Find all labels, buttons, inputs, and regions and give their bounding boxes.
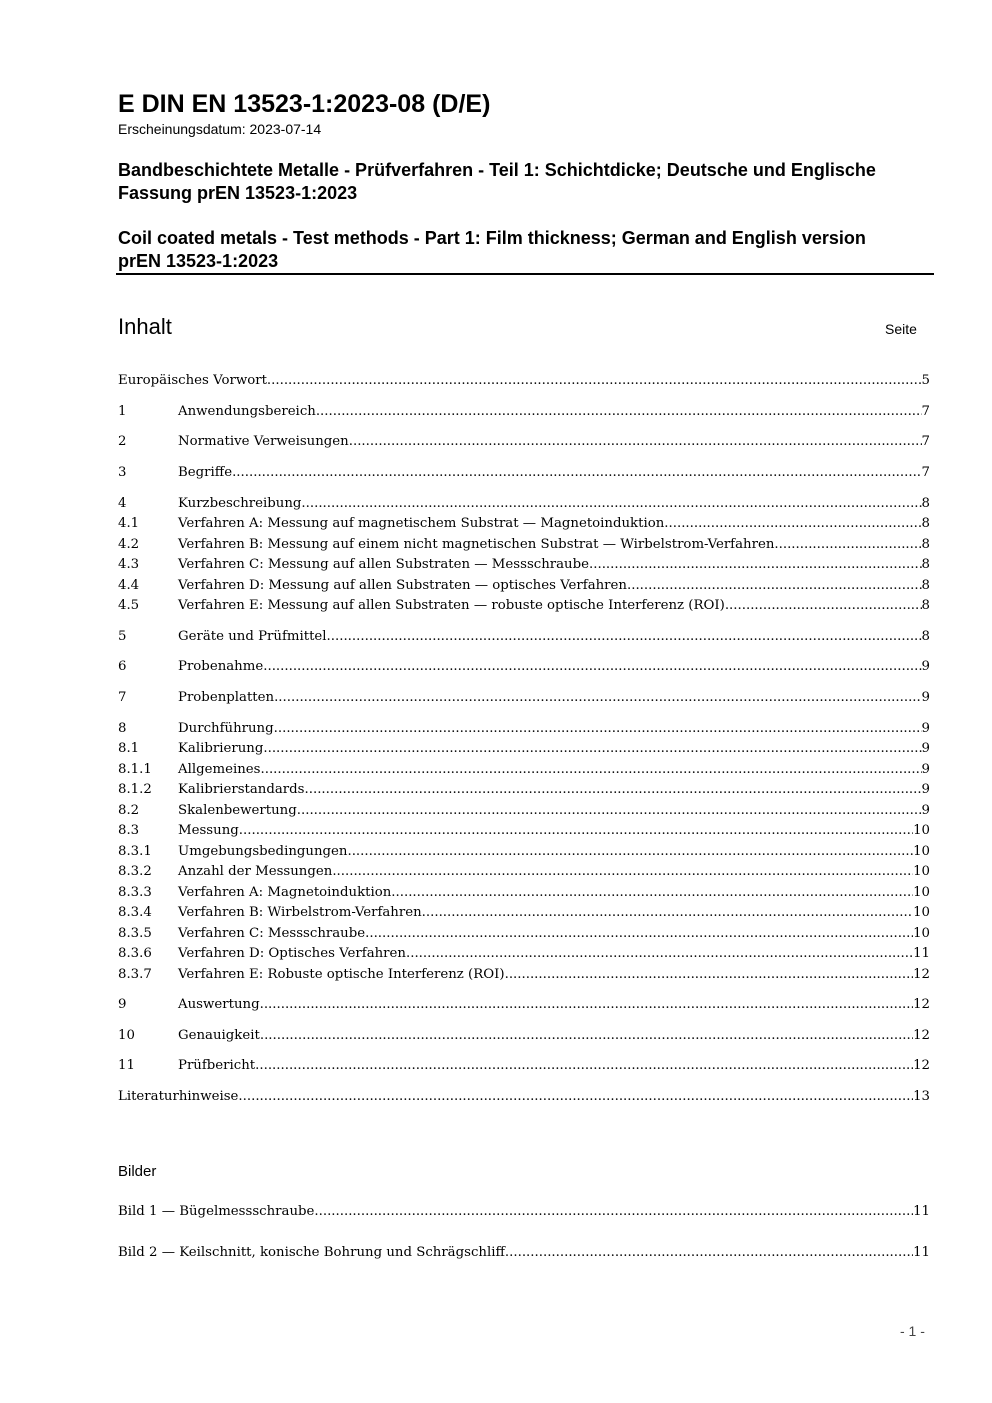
dot-leader — [301, 494, 921, 514]
toc-entry[interactable] — [118, 432, 930, 452]
toc-entry-number: 8 — [118, 721, 127, 736]
dot-leader — [274, 688, 921, 708]
toc-entry[interactable] — [118, 1087, 930, 1107]
toc-entry-page: 10 — [913, 926, 930, 941]
toc-entry-title: Geräte und Prüfmittel — [178, 629, 327, 644]
toc-entry-number: 8.3.4 — [118, 905, 152, 920]
toc-entry-title: Umgebungsbedingungen — [178, 844, 348, 859]
document-header — [118, 88, 934, 271]
toc-entry-number: 6 — [118, 659, 127, 674]
dot-leader — [297, 801, 922, 821]
toc-entry-title: Literaturhinweise — [118, 1089, 239, 1104]
toc-entry-number: 4.5 — [118, 598, 140, 613]
toc-entry-page: 11 — [913, 946, 930, 961]
dot-leader — [391, 883, 913, 903]
dot-leader — [365, 924, 913, 944]
dot-leader — [255, 1056, 913, 1076]
toc-entry-number: 7 — [118, 690, 127, 705]
toc-entry-title: Skalenbewertung — [178, 803, 297, 818]
toc-entry-title: Probenplatten — [178, 690, 275, 705]
toc-entry-title: Verfahren B: Messung auf einem nicht magnetischen Substrat — Wirbelstrom-Verfahren — [178, 537, 775, 552]
title-german: Bandbeschichtete Metalle - Prüfverfahren - Teil 1: Schichtdicke; Deutsche und Englische Fassung prEN 13523-1:2023 — [118, 160, 876, 203]
dot-leader — [263, 657, 921, 677]
toc-entry-page: 9 — [921, 721, 930, 736]
toc-entry[interactable] — [118, 1056, 930, 1076]
toc-entry-page: 7 — [921, 434, 930, 449]
toc-heading: Inhalt — [118, 314, 172, 339]
toc-entry-title: Kalibrierstandards — [178, 782, 305, 797]
toc-entry-page: 13 — [913, 1089, 930, 1104]
toc-entry-page: 8 — [921, 629, 930, 644]
toc-entry-page: 9 — [921, 782, 930, 797]
dot-leader — [314, 1202, 913, 1222]
toc-entry-page: 9 — [921, 803, 930, 818]
toc-entry[interactable] — [118, 739, 930, 759]
dot-leader — [406, 944, 913, 964]
toc-entry-title: Normative Verweisungen — [178, 434, 349, 449]
toc-entry-page: 8 — [921, 537, 930, 552]
dot-leader — [664, 514, 921, 534]
dot-leader — [239, 821, 913, 841]
toc-entry-title: Verfahren E: Robuste optische Interferenz (ROI) — [178, 967, 505, 982]
toc-entry-title: Begriffe — [178, 465, 233, 480]
header-divider — [116, 273, 934, 275]
toc-entry-number: 4.3 — [118, 557, 140, 572]
toc-entry[interactable] — [118, 965, 930, 985]
toc-entry-number: 4 — [118, 496, 127, 511]
toc-entry[interactable] — [118, 494, 930, 514]
toc-entry-number: 8.1 — [118, 741, 140, 756]
toc-entry-page: 10 — [913, 885, 930, 900]
toc-entry-title: Kurzbeschreibung — [178, 496, 302, 511]
toc-entry-title: Verfahren C: Messschraube — [178, 926, 366, 941]
toc-entry-page: 12 — [913, 967, 930, 982]
figure-entry-title: Bild 1 — Bügelmessschraube — [118, 1204, 315, 1219]
toc-entry-page: 9 — [921, 659, 930, 674]
toc-entry-page: 12 — [913, 997, 930, 1012]
dot-leader — [274, 719, 922, 739]
dot-leader — [349, 432, 922, 452]
toc-entry[interactable] — [118, 883, 930, 903]
toc-entry-page: 8 — [921, 598, 930, 613]
dot-leader — [505, 1243, 913, 1263]
dot-leader — [332, 862, 913, 882]
dot-leader — [422, 903, 913, 923]
toc-entry-number: 2 — [118, 434, 127, 449]
dot-leader — [627, 576, 922, 596]
dot-leader — [238, 1087, 913, 1107]
toc-entry-number: 5 — [118, 629, 127, 644]
toc-entry-title: Kalibrierung — [178, 741, 264, 756]
toc-entry[interactable] — [118, 535, 930, 555]
toc-entry-title: Verfahren A: Magnetoinduktion — [178, 885, 392, 900]
toc-entry[interactable] — [118, 555, 930, 575]
toc-entry-page: 8 — [921, 516, 930, 531]
toc-entry-number: 4.1 — [118, 516, 140, 531]
toc-entry[interactable] — [118, 842, 930, 862]
figures-heading: Bilder — [118, 1163, 157, 1180]
toc-entry-page: 7 — [921, 404, 930, 419]
toc-entry[interactable] — [118, 760, 930, 780]
dot-leader — [725, 596, 922, 616]
toc-entry[interactable] — [118, 821, 930, 841]
toc-entry-number: 1 — [118, 404, 127, 419]
toc-entry[interactable] — [118, 1026, 930, 1046]
toc-entry-number: 4.4 — [118, 578, 140, 593]
toc-entry-page: 8 — [921, 496, 930, 511]
toc-entry-page: 5 — [921, 373, 930, 388]
dot-leader — [232, 463, 921, 483]
toc-entry-title: Verfahren D: Messung auf allen Substraten — optisches Verfahren — [178, 578, 627, 593]
toc-entry-page: 9 — [921, 762, 930, 777]
toc-entry-page: 10 — [913, 823, 930, 838]
page-number: - 1 - — [900, 1323, 925, 1339]
toc-entry[interactable] — [118, 371, 930, 391]
dot-leader — [774, 535, 921, 555]
toc-entry-title: Europäisches Vorwort — [118, 373, 267, 388]
toc-entry-title: Verfahren E: Messung auf allen Substraten — robuste optische Interferenz (ROI) — [178, 598, 725, 613]
toc-entry-number: 8.3.6 — [118, 946, 152, 961]
figure-entry[interactable] — [118, 1202, 930, 1222]
toc-entry[interactable] — [118, 780, 930, 800]
toc-entry-title: Verfahren D: Optisches Verfahren — [178, 946, 406, 961]
toc-entry-page: 10 — [913, 864, 930, 879]
toc-entry-number: 8.3.5 — [118, 926, 152, 941]
toc-entry-title: Durchführung — [178, 721, 274, 736]
toc-entry-title: Anzahl der Messungen — [178, 864, 333, 879]
toc-entry[interactable] — [118, 688, 930, 708]
dot-leader — [347, 842, 913, 862]
dot-leader — [263, 739, 921, 759]
toc-entry-title: Anwendungsbereich — [178, 404, 316, 419]
title-english: Coil coated metals - Test methods - Part 1: Film thickness; German and English version prEN 13523-1:2023 — [118, 228, 866, 271]
toc-entry-number: 9 — [118, 997, 127, 1012]
toc-entry-number: 8.1.1 — [118, 762, 152, 777]
toc-entry-page: 10 — [913, 844, 930, 859]
dot-leader — [305, 780, 922, 800]
dot-leader — [316, 402, 922, 422]
toc-entry-number: 8.3.2 — [118, 864, 152, 879]
toc-entry-page: 12 — [913, 1058, 930, 1073]
figure-entry-page: 11 — [913, 1204, 930, 1219]
toc-entry-number: 8.3 — [118, 823, 140, 838]
toc-entry-title: Verfahren B: Wirbelstrom-Verfahren — [178, 905, 422, 920]
toc-page-label: Seite — [885, 321, 917, 337]
figure-entry-page: 11 — [913, 1245, 930, 1260]
toc-entry-number: 8.3.1 — [118, 844, 152, 859]
toc-entry-title: Auswertung — [178, 997, 260, 1012]
toc-entry-page: 10 — [913, 905, 930, 920]
toc-entry[interactable] — [118, 596, 930, 616]
toc-entry[interactable] — [118, 514, 930, 534]
toc-entry-number: 11 — [118, 1058, 135, 1073]
toc-entry-page: 8 — [921, 578, 930, 593]
dot-leader — [260, 1026, 913, 1046]
toc-entry-title: Verfahren A: Messung auf magnetischem Substrat — Magnetoinduktion — [178, 516, 665, 531]
dot-leader — [260, 995, 913, 1015]
toc-entry-title: Verfahren C: Messung auf allen Substraten — Messschraube — [178, 557, 590, 572]
toc-entry[interactable] — [118, 402, 930, 422]
toc-entry-number: 8.3.7 — [118, 967, 152, 982]
toc-entry-page: 7 — [921, 465, 930, 480]
dot-leader — [260, 760, 921, 780]
toc-entry-title: Messung — [178, 823, 239, 838]
toc-entry[interactable] — [118, 944, 930, 964]
toc-entry[interactable] — [118, 801, 930, 821]
toc-entry[interactable] — [118, 995, 930, 1015]
toc-entry[interactable] — [118, 903, 930, 923]
dot-leader — [505, 965, 913, 985]
toc-entry[interactable] — [118, 576, 930, 596]
dot-leader — [267, 371, 922, 391]
toc-entry-number: 3 — [118, 465, 127, 480]
toc-entry-title: Genauigkeit — [178, 1028, 260, 1043]
toc-entry-page: 9 — [921, 690, 930, 705]
toc-entry[interactable] — [118, 719, 930, 739]
figure-entry[interactable] — [118, 1243, 930, 1263]
toc-entry-number: 8.2 — [118, 803, 140, 818]
toc-entry[interactable] — [118, 924, 930, 944]
toc-entry-number: 8.3.3 — [118, 885, 152, 900]
toc-entry-page: 9 — [921, 741, 930, 756]
toc-entry[interactable] — [118, 657, 930, 677]
toc-entry-number: 10 — [118, 1028, 135, 1043]
toc-entry-title: Probenahme — [178, 659, 264, 674]
toc-entry-title: Prüfbericht — [178, 1058, 256, 1073]
toc-entry[interactable] — [118, 862, 930, 882]
figure-entry-title: Bild 2 — Keilschnitt, konische Bohrung und Schrägschliff — [118, 1245, 505, 1260]
publication-date: Erscheinungsdatum: 2023-07-14 — [118, 121, 322, 137]
dot-leader — [589, 555, 922, 575]
toc-entry-title: Allgemeines — [178, 762, 261, 777]
dot-leader — [327, 627, 922, 647]
toc-entry-number: 4.2 — [118, 537, 140, 552]
document-id: E DIN EN 13523-1:2023-08 (D/E) — [118, 90, 491, 118]
toc-entry-page: 12 — [913, 1028, 930, 1043]
toc-entry-page: 8 — [921, 557, 930, 572]
toc-entry[interactable] — [118, 627, 930, 647]
toc-entry[interactable] — [118, 463, 930, 483]
toc-entry-number: 8.1.2 — [118, 782, 152, 797]
